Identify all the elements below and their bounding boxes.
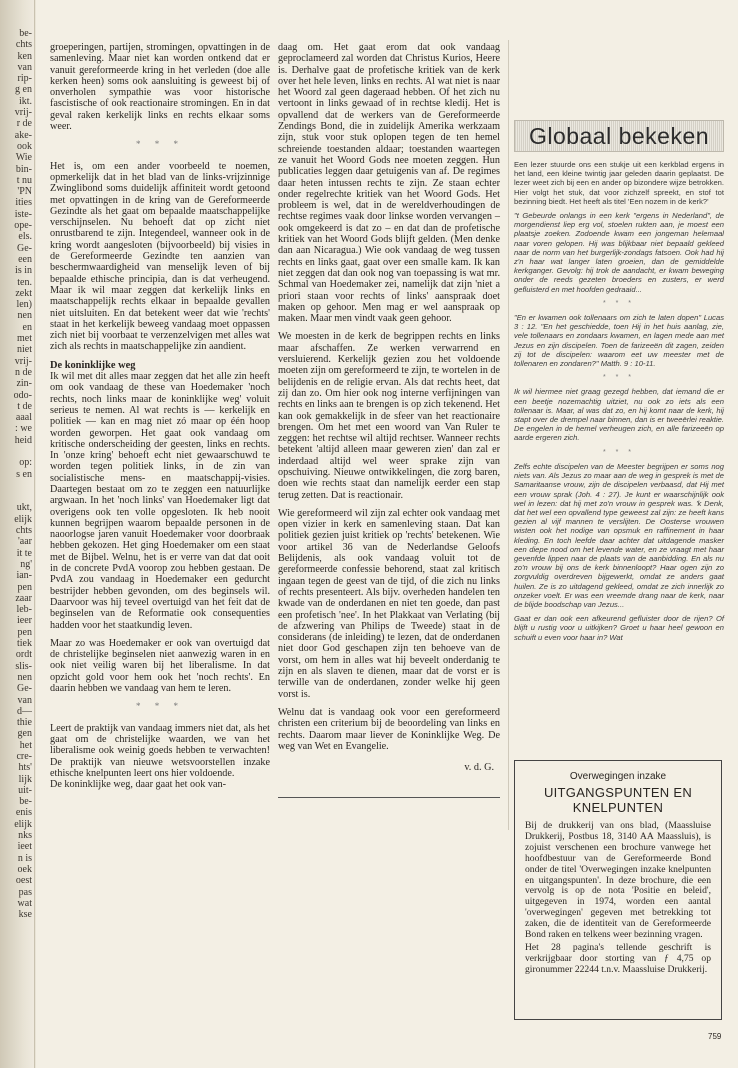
paragraph: Maar zo was Hoedemaker er ook van overtuigd dat de christelijke beginselen niet aanwezig waren in en ook niet veilig waren bij het liberalisme. In dat opzicht gold voor hem ook het 'noch rechts'. En daarin hebben we vandaag van hem te leren. — [50, 637, 270, 695]
section-banner — [514, 120, 724, 152]
box-title: UITGANGSPUNTEN EN KNELPUNTEN — [543, 785, 693, 815]
quote-paragraph: Zelfs echte discipelen van de Meester begrijpen er soms nog niets van. Als Jezus zo maar aan de weg in gesprek is met de Samaritaanse vrouw, zijn de discipelen verbaasd, dat Hij met een vrouw sprak (Joh. 4 : 27). Je kunt er waarschijnlijk ook wel in lezen: dat hij met zo'n vrouw in gesprek was. 'k Denk, dat het wel een opvallend type geweest zal zijn: ze heeft kans gezien al vijf mannen te verslijten. De Oosterse vrouwen wisten ook het nodige van opsmuk en raffinement in haar kleding. En toch leefde daar achter dat uitdagende masker een diepe nood om het levende water, en ze vraagt met haar gevenfde lippen naar de plaats van de aanbidding. En als nu zo'n vrouw bij ons de kerk binnenloopt? Haar ogen zijn zo zorgvuldig overdreven bijgewerkt, omdat ze anders gaat huilen. Ze is zo uitdagend gekleed, omdat ze zich innerlijk zo onzeker voelt. Er was een vreemde drang naar de kerk, naar de blijde boodschap van Jezus... — [514, 461, 724, 609]
quote-paragraph: Gaat er dan ook een afkeurend gefluister door de rijen? Of blijft u rustig voor u uitkijken? Groet u haar heel gewoon en schuift u even voor haar in? Wat — [514, 614, 724, 642]
section-divider: * * * — [602, 374, 636, 382]
adjacent-page-gutter — [0, 0, 35, 1068]
box-paragraph: Het 28 pagina's tellende geschrift is verkrijgbaar door storting van ƒ 4,75 op gironummer 22244 t.n.v. Maassluise Drukkerij. — [525, 941, 711, 975]
paragraph: Het is, om een ander voorbeeld te noemen, opmerkelijk dat in het blad van de links-vrijzinnige Zwinglibond soms duidelijk affiniteit wordt getoond met opvattingen in de kring van de Gereformeerde Gezindte als het gaat om bepaalde maatschappelijke verschijnselen. Nu behoeft dat op zicht niet onrustbarend te zijn. Integendeel, wanneer ook in de kring wordt aangesloten (bijvoorbeeld) bij visies in de Gereformeerde Gezindte ten aanzien van beschermwaardigheid van menselijk leven of bij bepaalde ethische principia, dan is dat verheugend. Maar ik wil maar zeggen dat kerkelijk links en maatschappelijk rechts elkaar in bepaalde gevallen niet uitsluiten. En dat betekent weer dat wie 'rechts' staat in het kerkelijk beweeg vandaag moet oppassen zich niet bij voorbaat te verzenzelvigen met alles wat zich als rechts in maatschappelijke zin aandient. — [50, 160, 270, 353]
announcement-box — [514, 760, 722, 1020]
section-divider: * * * — [602, 299, 636, 307]
paragraph: groeperingen, partijen, stromingen, opvattingen in de samenleving. Maar niet kan worden ontkend dat er vanuit gereformeerde kring in het verleden (doe alle kerken heen) soms ook aansluiting is geweest bij of onverholen sympathie was voor historische fascistische of ook reactionaire stromingen. En in dat geval raken kerkelijk links en rechts elkaar soms weer. — [50, 42, 270, 133]
subheading: De koninklijke weg — [50, 359, 136, 371]
section-title: Globaal bekeken — [528, 122, 710, 149]
section-divider: * * * — [602, 448, 636, 456]
paragraph: We moesten in de kerk de begrippen rechts en links maar afschaffen. Ze werken verwarrend en versluierend. Kerkelijk gezien zou het voldoende moeten zijn om gereformeerd te zijn, te wortelen in de belijdenis en de religie ervan. Als dat rechts heet, dat zij dan zo. Om hier ook nog interne verfijningen van rechts en links aan te brengen is op zich tekenend. Het kan ook gemakkelijk in de sfeer van het reactionaire brengen. Om het met een woord van Van Ruler te zeggen: het rechtse wil altijd rechtser. Wanneer rechts betekent 'altijd alleen maar geweren zien' dan zal er inderdaad altijd wel weer sprake zijn van opschuiving. Nieuwe ontwikkelingen, die zorg baren, doen wie rechts staat dan namelijk eerder een stap terug zetten. Dat is reactionair. — [278, 331, 500, 501]
column-end-rule — [278, 797, 500, 798]
quote-paragraph: Ik wil hiermee niet graag gezegd hebben, dat iemand die er een beetje nozemachtig uitziet, nu ook zo iets als een tollenaar is. Maar, al was dat zo, en hij komt naar de kerk, hij stapt over de drempel naar binnen, dan is er tweeërlei reaktie. De engelen in de hemel verheugen zich, en alle farizeeën op aarde ergeren zich. — [514, 387, 724, 443]
paragraph: daag om. Het gaat erom dat ook vandaag geproclameerd zal worden dat Christus Kurios, Heere is. Derhalve gaat de profetische kritiek van de kerk over het hele leven, links en rechts. Al wat niet is naar het Woord zal geen dageraad hebben. Of het zich nu vertoont in links gewaad of in rechtse kledij. Het is opvallend dat de werkers van de Gereformeerde Zendings Bond, die in zuidelijk Amerika werkzaam zijn, stuk voor stuk oplopen tegen de ten hemel schreiende toestanden aldaar; toestanden waartegen ze vanuit het Woord Gods nee moeten zeggen. Hun publicaties leggen daar getuigenis van af. De regimes daar heten intussen rechts te zijn. Ze staan echter onder regelrechte kritiek van het Woord Gods. Het probleem is wel, dat in de wereldverhoudingen de rechtse regimes vaak door linkse worden vervangen – ook omgekeerd is dat zo – en dat dan de profetische kritiek van het Woord Gods blijft gelden. (Men denke dan aan Nicaragua.) Wie ook vandaag de weg tussen rechts en links gaat, gaat over een smalle kam. Ik kan niet zeggen dat dan ook nog van toepassing is wat mr. Schmal van Hoedemaker zei, namelijk dat zijn 'niet a priori staan voor rechts of links' aanspraak doet maken op gehoor. Men mag er wel aanspraak op maken. Maar men vindt vaak geen gehoor. — [278, 42, 500, 325]
article-column-2 — [278, 42, 500, 773]
paragraph: Leert de praktijk van vandaag immers niet dat, als het gaat om de christelijke waarden, we van het liberalisme ook weinig goeds hebben te verwachten! De praktijk van nieuwe wetsvoorstellen inzake ethische knelpunten leert ons hier voldoende. — [50, 722, 270, 779]
paragraph: De koninklijke weg, daar gaat het ook van- — [50, 779, 226, 791]
magazine-page — [36, 0, 738, 1068]
box-paragraph: Bij de drukkerij van ons blad, (Maassluise Drukkerij, Postbus 18, 3140 AA Maassluis), is zojuist verschenen een brochure vanwege het hoofdbestuur van de Gereformeerde Bond onder de titel 'Overwegingen inzake knelpunten en uitgangspunten'. In deze brochure, die een vervolg is op de nota 'Positie en beleid', uitgegeven in 1974, worden een aantal 'overwegingen' gegeven met betrekking tot zaken, die de identiteit van de Gereformeerde Bond raken en telkens weer bezinning vragen. — [525, 820, 711, 941]
adjacent-page-text: be- chts ken van rip- g en ikt. vrij- r de ake- ook Wie bin- t nu 'PN ities iste- ope- els. Ge- een is in ten. zekt len) nen en met niet vrij- n de zin- odo- t de aaal : we heid op: s en ukt, elijk chts 'aar it te ng' ian- pen zaar leb- ieer pen tiek ordt slis- nen Ge- van d— thie gen het cre- hts' lijk uit- be- enis elijk nks ieet n is oek oest pas wat kse — [13, 28, 32, 921]
author-signature: v. d. G. — [464, 762, 494, 774]
paragraph: Welnu dat is vandaag ook voor een gereformeerd christen een criterium bij de beoordeling van links en rechts. Daarom maar liever de Koninklijke Weg. De weg van Wet en Evangelie. — [278, 706, 500, 752]
intro-paragraph: Een lezer stuurde ons een stukje uit een kerkblad ergens in het land, een kleine twintig jaar geleden daarin geplaatst. De lezer weet zich bij een en ander op bizondere wijze betrokken. Hier volgt het stuk, dat voor zichzelf spreekt, en stof tot bezinning biedt. Het heeft als titel 'Een nozem in de kerk?' — [514, 160, 724, 206]
section-body — [514, 160, 724, 642]
globaal-bekeken-section — [514, 120, 724, 647]
paragraph: Wie gereformeerd wil zijn zal echter ook vandaag met open vizier in kerk en samenleving staan. Dat kan politiek gezien juist kritiek op 'rechts' betekenen. Wie voor artikel 36 van de Nederlandse Geloofs Belijdenis, als ook vandaag voluit tot de gereformeerde confessie behorend, staat zal kritisch ingaan tegen de geest van de tijd, of die zich nu links of rechts presenteert. Als bijv. overheden handelen ten kwade van de onderdanen en niet ten goede, dan past een profetisch 'nee'. In het Plakkaat van Verlating (bij de afzwering van Philips de Tweede) staat in de considerans (de inleiding) te lezen, dat de onderdanen niet door God geschapen zijn ten behoeve van de vorst, om hem in alles wat hij beveelt onderdanig te zijn en als slaven te dienen, maar dat de vorst er is terwille van de onderdanen, zonder welke hij geen vorst is. — [278, 507, 500, 700]
box-kicker: Overwegingen inzake — [569, 771, 667, 782]
column-separator — [508, 40, 509, 830]
box-body — [515, 815, 721, 976]
section-divider: * * * — [136, 701, 184, 712]
section-divider: * * * — [136, 139, 184, 150]
paragraph: Ik wil met dit alles maar zeggen dat het alle zin heeft om ook vandaag de these van Hoedemaker 'noch rechts, noch links maar de koninklijke weg' voluit serieus te nemen. Al wat rechts is — kerkelijk en politiek — kan en mag niet zó maar op één hoop worden geworpen. Het gaat ook vandaag om kritische onderscheiding der geesten, links en rechts. In 'onze kring' behoeft echt niet gewaarschuwd te worden tegen politiek links, in de zin van socialistische mens- en maatschappij-visies. Daartegen bestaat om zo te zeggen een natuurlijke argwaan. In het 'noch links' van Hoedemaker ligt dat overigens ook ten volle opgesloten. Ik heb nooit kunnen begrijpen waarom bepaalde personen in de naoorlogse jaren vanuit Hoedemaker voor doorbraak hebben gekozen. Het ging Hoedemaker om een staat met de Bijbel. Welnu, het is er verre van dat dat ooit in de concrete PvdA voorop zou hebben gestaan. De PvdA zou vandaag in Hoedemaker een gedurcht bestrijder hebben gevonden, om des beginsels wil. Daarvoor was hij teveel overtuigd van het feit dat de beginselen van de Reformatie ook consequenties hadden voor het staatkundig leven. — [50, 371, 270, 631]
page-number: 759 — [708, 1032, 722, 1041]
quote-paragraph: "t Gebeurde onlangs in een kerk "ergens in Nederland", de morgendienst liep erg vol, stoelen rukten aan, je moest een plaatsje zoeken. Zodoende kwam een jongeman helemaal naar voren gelopen. Hij was blijkbaar niet bepaald gekleed naar de norm van het burgerlijk-zondags fatsoen. Ook had hij z'n haar wat langer laten groeien, dan de gemiddelde kerkganger. Gevolg: hij trok de aandacht, er kwam beweging onder de reeds gezeten broeders en zusters, er werd gefluisterd en met hoofden gedraaid... — [514, 211, 724, 294]
article-column-1 — [50, 42, 270, 797]
quote-paragraph: "En er kwamen ook tollenaars om zich te laten dopen" Lucas 3 : 12. "En het geschiedde, toen Hij in het huis aanlag, zie, vele tollenaars en zondaars kwamen, en lagen mede aan met Jezus en zijn discipelen. Toen de farizeeën dit zagen, zeiden zij tot de discipelen: waarom eet uw meester met de tollenaren en zondaren?" Matth. 9 : 10-11. — [514, 313, 724, 369]
